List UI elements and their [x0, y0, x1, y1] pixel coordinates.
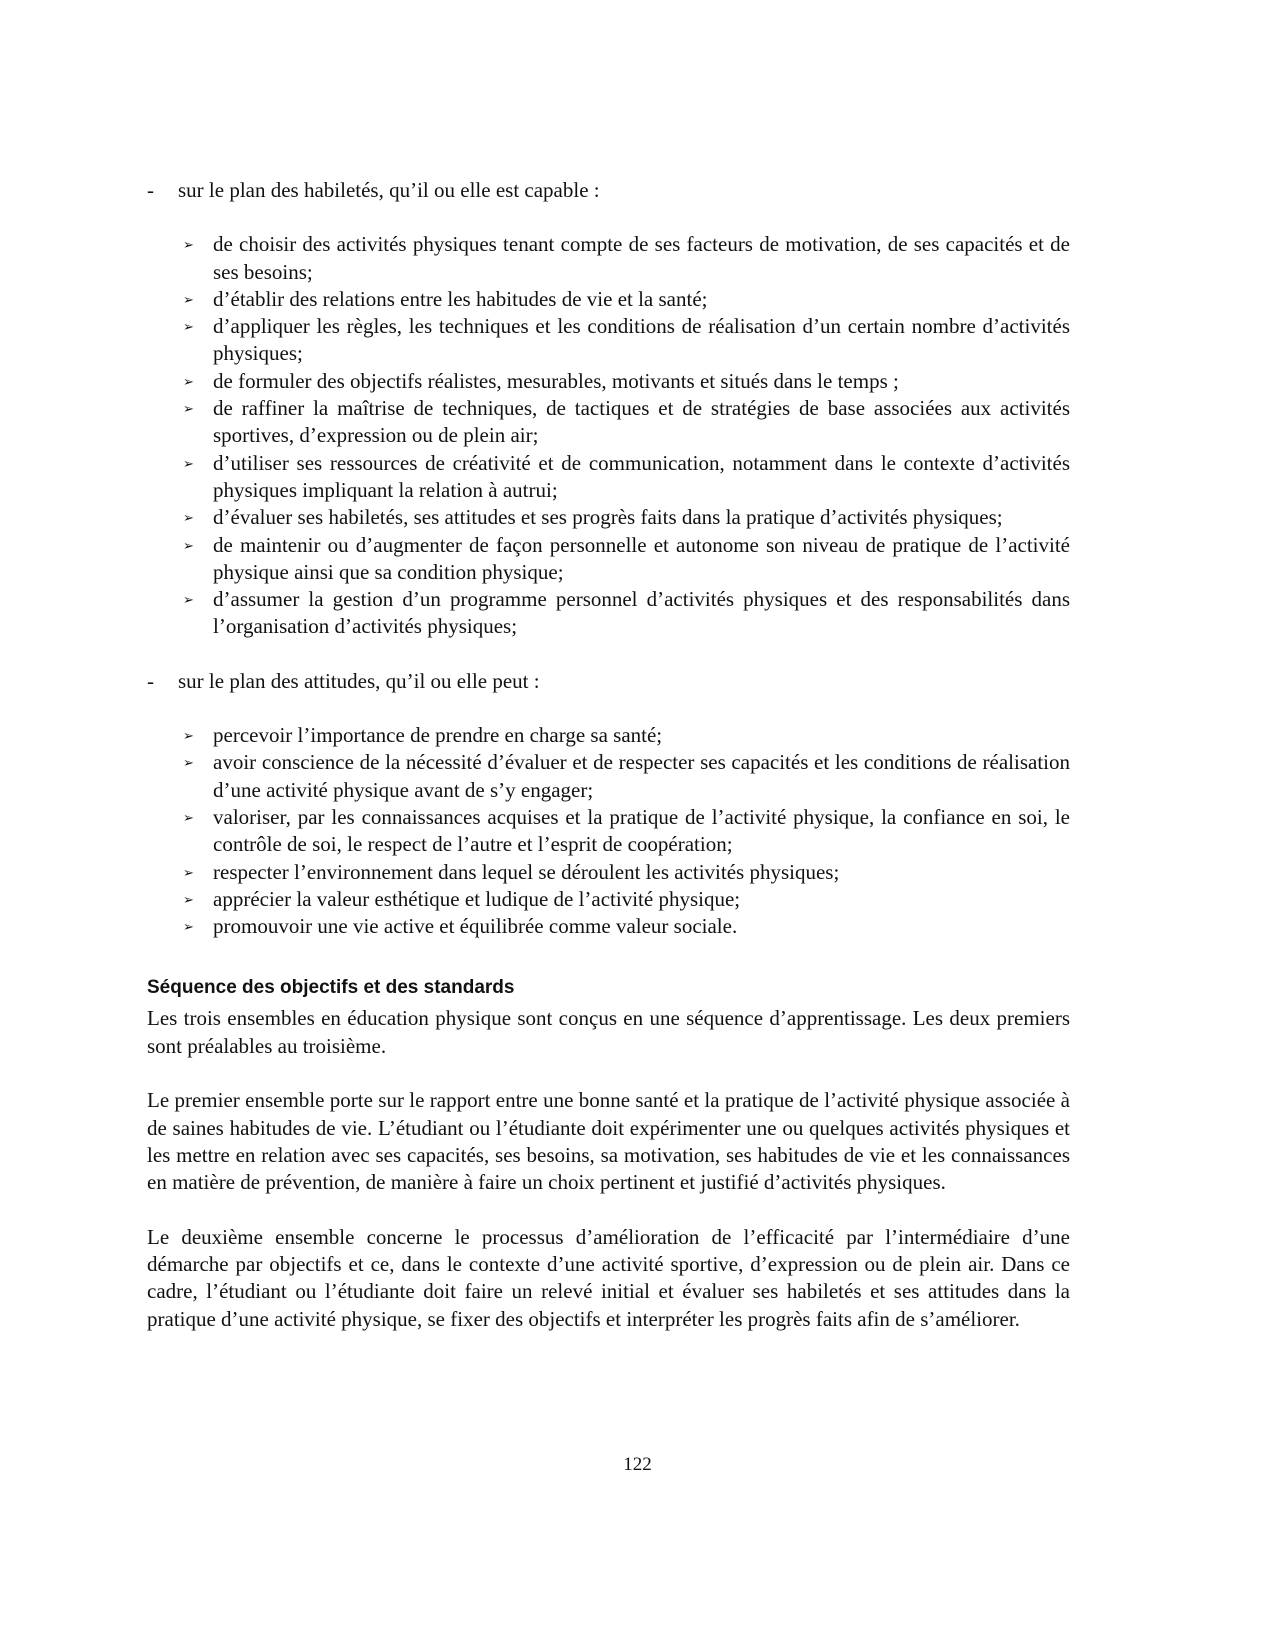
- list-item: [147, 286, 1070, 313]
- skills-intro: [147, 177, 1070, 204]
- arrow-bullet-icon: ➢: [183, 810, 194, 826]
- list-item: [147, 886, 1070, 913]
- item-text: respecter l’environnement dans lequel se déroulent les activités physiques;: [213, 859, 840, 884]
- arrow-bullet-icon: ➢: [183, 865, 194, 881]
- page-number: 122: [623, 1454, 652, 1475]
- arrow-bullet-icon: ➢: [183, 593, 194, 609]
- attitudes-intro: [147, 668, 1070, 695]
- list-item: [147, 804, 1070, 859]
- arrow-bullet-icon: ➢: [183, 538, 194, 554]
- arrow-bullet-icon: ➢: [183, 292, 194, 308]
- arrow-bullet-icon: ➢: [183, 456, 194, 472]
- arrow-bullet-icon: ➢: [183, 374, 194, 390]
- item-text: d’utiliser ses ressources de créativité et de communication, notamment dans le contexte d’activités physiques impliquant la relation à autrui;: [213, 450, 1070, 502]
- list-item: [147, 368, 1070, 395]
- arrow-bullet-icon: ➢: [183, 729, 194, 745]
- item-text: avoir conscience de la nécessité d’évaluer et de respecter ses capacités et les conditions de réalisation d’une activité physique avant de s’y engager;: [213, 750, 1070, 802]
- list-item: [147, 504, 1070, 531]
- item-text: apprécier la valeur esthétique et ludique de l’activité physique;: [213, 886, 741, 911]
- item-text: de choisir des activités physiques tenant compte de ses facteurs de motivation, de ses capacités et de ses besoins;: [213, 232, 1070, 284]
- item-text: de maintenir ou d’augmenter de façon personnelle et autonome son niveau de pratique de l’activité physique ainsi que sa condition physique;: [213, 532, 1070, 584]
- page-body: [147, 177, 1070, 1360]
- item-text: d’assumer la gestion d’un programme personnel d’activités physiques et des responsabilités dans l’organisation d’activités physiques;: [213, 587, 1070, 639]
- list-item: [147, 313, 1070, 368]
- skills-intro-text: sur le plan des habiletés, qu’il ou elle est capable :: [178, 178, 600, 202]
- list-item: [147, 231, 1070, 286]
- item-text: valoriser, par les connaissances acquises et la pratique de l’activité physique, la confiance en soi, le contrôle de soi, le respect de l’autre et l’esprit de coopération;: [213, 804, 1070, 857]
- item-text: de formuler des objectifs réalistes, mesurables, motivants et situés dans le temps ;: [213, 368, 899, 393]
- dash-bullet: -: [147, 668, 154, 693]
- item-text: promouvoir une vie active et équilibrée comme valeur sociale.: [213, 914, 738, 939]
- arrow-bullet-icon: ➢: [183, 892, 194, 908]
- paragraph: Le deuxième ensemble concerne le processus d’amélioration de l’efficacité par l’intermédiaire d’une démarche par objectifs et ce, dans le contexte d’une activité sportive, d’expression ou de plein air. Dans ce cadre, l’étudiant ou l’étudiante doit faire un relevé initial et évaluer ses habiletés et ses attitudes dans la pratique d’une activité physique, se fixer des objectifs et interpréter les progrès faits afin de s’améliorer.: [147, 1224, 1070, 1331]
- item-text: percevoir l’importance de prendre en charge sa santé;: [213, 723, 663, 748]
- paragraph: Le premier ensemble porte sur le rapport entre une bonne santé et la pratique de l’activité physique associée à de saines habitudes de vie. L’étudiant ou l’étudiante doit expérimenter une ou quelques activités physiques et les mettre en relation avec ses capacités, ses besoins, sa motivation, ses habitudes de vie et les connaissances en matière de prévention, de manière à faire un choix pertinent et justifié d’activités physiques.: [147, 1088, 1070, 1195]
- dash-bullet: -: [147, 178, 154, 202]
- paragraph: Les trois ensembles en éducation physique sont conçus en une séquence d’apprentissage. Les deux premiers sont préalables au troisième.: [147, 1006, 1070, 1058]
- arrow-bullet-icon: ➢: [183, 320, 194, 336]
- skills-list: [147, 231, 1070, 640]
- list-item: [147, 450, 1070, 505]
- list-item: [147, 586, 1070, 641]
- list-item: [147, 859, 1070, 886]
- list-item: [147, 749, 1070, 804]
- list-item: [147, 913, 1070, 940]
- arrow-bullet-icon: ➢: [183, 756, 194, 772]
- list-item: [147, 395, 1070, 450]
- arrow-bullet-icon: ➢: [183, 402, 194, 418]
- item-text: d’établir des relations entre les habitudes de vie et la santé;: [213, 286, 708, 311]
- item-text: d’évaluer ses habiletés, ses attitudes et ses progrès faits dans la pratique d’activités physiques;: [213, 505, 1003, 530]
- item-text: d’appliquer les règles, les techniques et les conditions de réalisation d’un certain nombre d’activités physiques;: [213, 314, 1070, 366]
- attitudes-intro-text: sur le plan des attitudes, qu’il ou elle peut :: [178, 668, 540, 693]
- section-heading: Séquence des objectifs et des standards: [147, 977, 515, 999]
- arrow-bullet-icon: ➢: [183, 511, 194, 527]
- attitudes-list: [147, 722, 1070, 940]
- list-item: [147, 722, 1070, 749]
- list-item: [147, 532, 1070, 587]
- item-text: de raffiner la maîtrise de techniques, de tactiques et de stratégies de base associées aux activités sportives, d’expression ou de plein air;: [213, 396, 1070, 448]
- arrow-bullet-icon: ➢: [183, 238, 194, 254]
- arrow-bullet-icon: ➢: [183, 920, 194, 936]
